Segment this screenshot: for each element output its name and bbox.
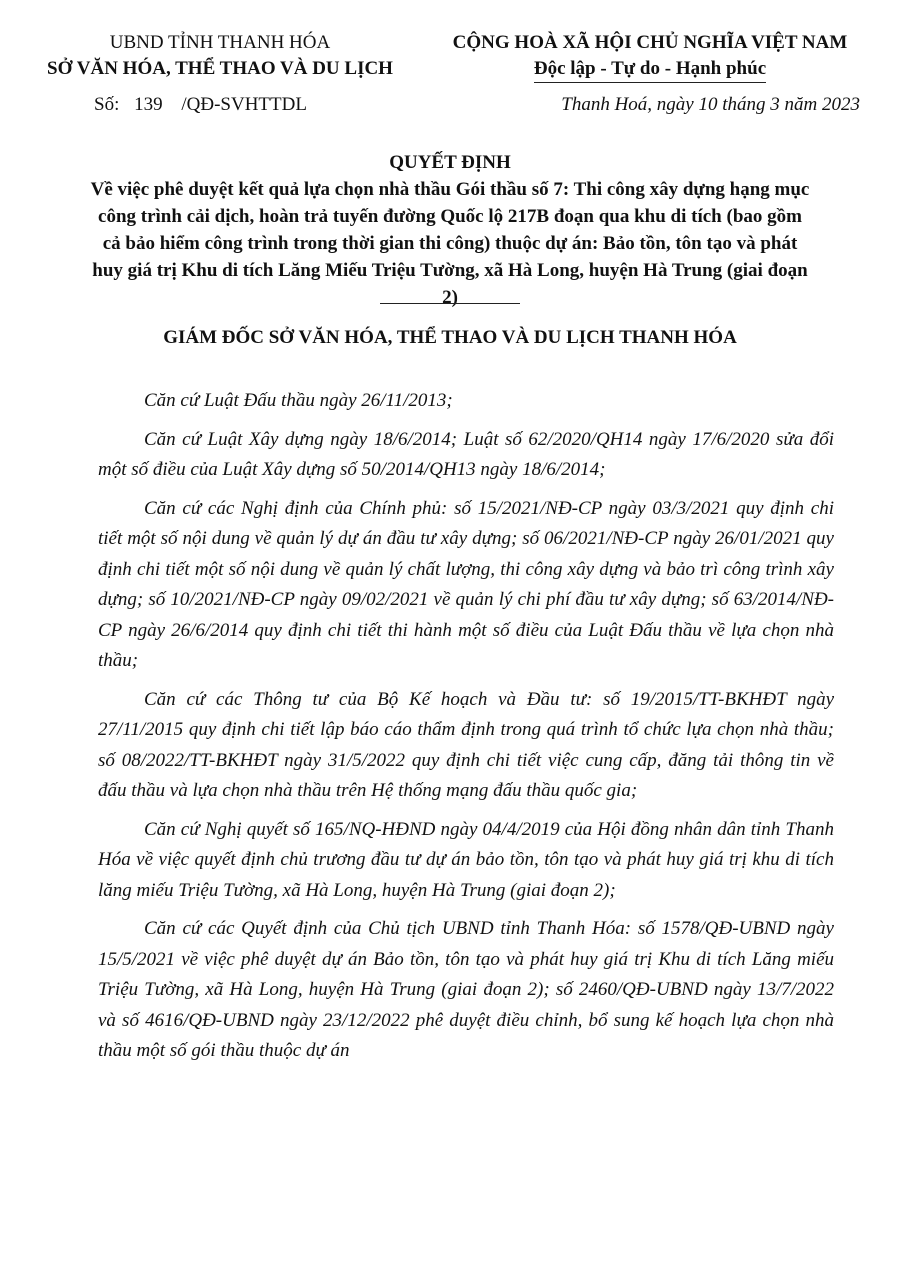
document-number (94, 94, 307, 116)
national-motto-block (420, 30, 880, 83)
document-number-label: Số: (94, 94, 120, 115)
legal-basis-paragraph: Căn cứ các Thông tư của Bộ Kế hoạch và Đầu tư: số 19/2015/TT-BKHĐT ngày 27/11/2015 quy định chi tiết lập báo cáo thẩm định trong quá trình tổ chức lựa chọn nhà thầu; số 08/2022/TT-BKHĐT ngày 31/5/2022 quy định chi tiết việc cung cấp, đăng tải thông tin về đấu thầu và lựa chọn nhà thầu trên Hệ thống mạng đấu thầu quốc gia; (98, 688, 834, 801)
document-number-value: 139 (134, 94, 163, 115)
document-title: QUYẾT ĐỊNH (389, 152, 511, 173)
national-motto: Độc lập - Tự do - Hạnh phúc (534, 56, 766, 83)
issuing-agency-block (40, 30, 400, 82)
document-subject: Về việc phê duyệt kết quả lựa chọn nhà thầu Gói thầu số 7: Thi công xây dựng hạng mục công trình cải dịch, hoàn trả tuyến đường Quốc lộ 217B đoạn qua khu di tích (bao gồm cả bảo hiểm công trình trong thời gian thi công) thuộc dự án: Bảo tồn, tôn tạo và phát huy giá trị Khu di tích Lăng Miếu Triệu Tường, xã Hà Long, huyện Hà Trung (giai đoạn 2) (90, 179, 810, 308)
parent-agency: UBND TỈNH THANH HÓA (109, 32, 331, 53)
place-and-date: Thanh Hoá, ngày 10 tháng 3 năm 2023 (561, 94, 860, 115)
legal-basis-paragraph: Căn cứ các Quyết định của Chủ tịch UBND tỉnh Thanh Hóa: số 1578/QĐ-UBND ngày 15/5/2021 về việc phê duyệt dự án Bảo tồn, tôn tạo và phát huy giá trị Khu di tích Lăng miếu Triệu Tường, xã Hà Long, huyện Hà Trung (giai đoạn 2); số 2460/QĐ-UBND ngày 13/7/2022 và số 4616/QĐ-UBND ngày 23/12/2022 phê duyệt điều chỉnh, bổ sung kế hoạch lựa chọn nhà thầu một số gói thầu thuộc dự án (98, 918, 834, 1061)
legal-basis-paragraph: Căn cứ các Nghị định của Chính phủ: số 15/2021/NĐ-CP ngày 03/3/2021 quy định chi tiết một số nội dung về quản lý dự án đầu tư xây dựng; số 06/2021/NĐ-CP ngày 26/01/2021 quy định chi tiết một số nội dung về quản lý chất lượng, thi công xây dựng và bảo trì công trình xây dựng; số 10/2021/NĐ-CP ngày 09/02/2021 về quản lý chi phí đầu tư xây dựng; số 63/2014/NĐ-CP ngày 26/6/2014 quy định chi tiết thi hành một số điều của Luật Đấu thầu về lựa chọn nhà thầu; (98, 497, 834, 671)
legal-basis-paragraph: Căn cứ Luật Xây dựng ngày 18/6/2014; Luật số 62/2020/QH14 ngày 17/6/2020 sửa đổi một số điều của Luật Xây dựng số 50/2014/QH13 ngày 18/6/2014; (98, 428, 834, 480)
national-title: CỘNG HOÀ XÃ HỘI CHỦ NGHĨA VIỆT NAM (452, 32, 848, 53)
issuing-agency: SỞ VĂN HÓA, THỂ THAO VÀ DU LỊCH (47, 58, 393, 79)
legal-basis-paragraph: Căn cứ Luật Đấu thầu ngày 26/11/2013; (144, 390, 453, 411)
document-body (98, 386, 834, 1075)
document-number-suffix: /QĐ-SVHTTDL (181, 94, 307, 115)
issuing-authority: GIÁM ĐỐC SỞ VĂN HÓA, THỂ THAO VÀ DU LỊCH THANH HÓA (163, 327, 737, 348)
legal-basis-paragraph: Căn cứ Nghị quyết số 165/NQ-HĐND ngày 04/4/2019 của Hội đồng nhân dân tỉnh Thanh Hóa về việc quyết định chủ trương đầu tư dự án bảo tồn, tôn tạo và phát huy giá trị khu di tích lăng miếu Triệu Tường, xã Hà Long, huyện Hà Trung (giai đoạn 2); (98, 818, 834, 901)
subject-underline (380, 303, 520, 304)
